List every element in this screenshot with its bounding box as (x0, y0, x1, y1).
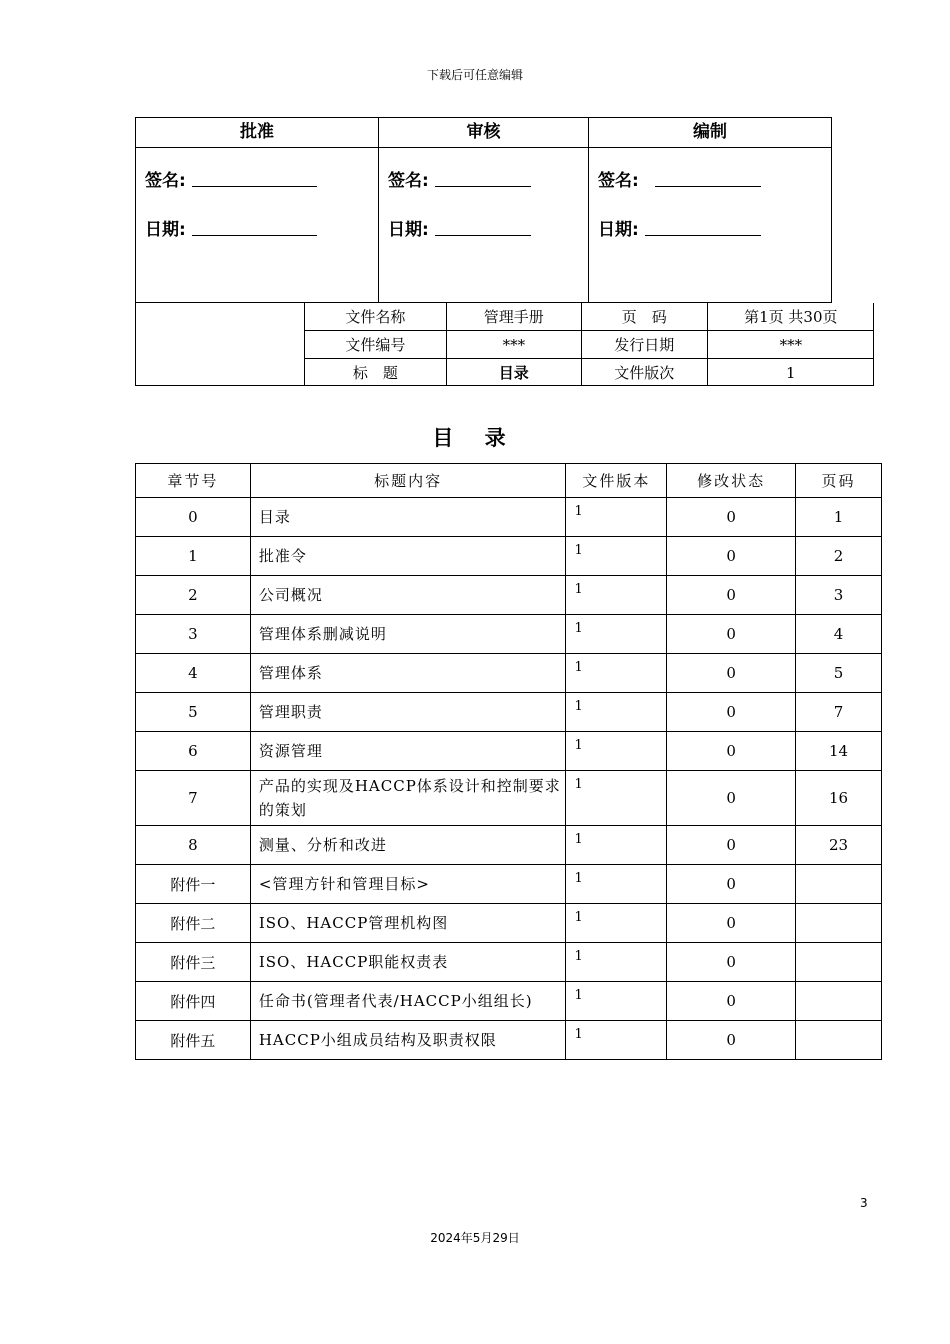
toc-cell-chapter: 附件四 (136, 982, 251, 1021)
toc-cell-version: 1 (566, 732, 667, 771)
toc-cell-version: 1 (566, 498, 667, 537)
review-sign-label: 签名: (388, 171, 429, 191)
toc-cell-title: 管理职责 (250, 693, 566, 732)
compile-header: 编制 (693, 122, 727, 142)
toc-cell-chapter: 附件五 (136, 1021, 251, 1060)
toc-cell-title: 管理体系删减说明 (250, 615, 566, 654)
toc-row (136, 693, 882, 732)
toc-cell-page (796, 865, 882, 904)
toc-row (136, 771, 882, 826)
toc-header-title: 标题内容 (250, 464, 566, 498)
toc-row (136, 1021, 882, 1060)
toc-cell-chapter: 6 (136, 732, 251, 771)
toc-cell-chapter: 附件三 (136, 943, 251, 982)
review-date-line[interactable] (435, 235, 531, 236)
toc-cell-status: 0 (667, 1021, 796, 1060)
toc-cell-version: 1 (566, 654, 667, 693)
toc-cell-version: 1 (566, 771, 667, 826)
info-label-title: 标 题 (305, 359, 447, 387)
toc-cell-chapter: 8 (136, 826, 251, 865)
toc-cell-version: 1 (566, 1021, 667, 1060)
toc-row (136, 904, 882, 943)
toc-row (136, 615, 882, 654)
signature-header-divider (136, 147, 831, 148)
toc-header-chapter: 章节号 (136, 464, 251, 498)
review-header: 审核 (466, 122, 501, 142)
toc-cell-version: 1 (566, 904, 667, 943)
approve-sign-line[interactable] (192, 186, 317, 187)
toc-cell-page (796, 904, 882, 943)
info-label-file-name: 文件名称 (305, 303, 447, 331)
toc-cell-status: 0 (667, 904, 796, 943)
toc-cell-page: 4 (796, 615, 882, 654)
toc-header-row (136, 464, 882, 498)
toc-cell-title: <管理方针和管理目标> (250, 865, 566, 904)
toc-cell-version: 1 (566, 865, 667, 904)
toc-row (136, 732, 882, 771)
toc-cell-version: 1 (566, 537, 667, 576)
toc-cell-title: 管理体系 (250, 654, 566, 693)
toc-cell-page: 7 (796, 693, 882, 732)
toc-cell-chapter: 2 (136, 576, 251, 615)
toc-cell-chapter: 0 (136, 498, 251, 537)
toc-cell-page: 16 (796, 771, 882, 826)
toc-cell-chapter: 附件二 (136, 904, 251, 943)
header-note: 下载后可任意编辑 (426, 68, 523, 82)
toc-cell-page (796, 943, 882, 982)
document-info-table (304, 303, 874, 386)
toc-cell-status: 0 (667, 576, 796, 615)
toc-cell-title: ISO、HACCP管理机构图 (250, 904, 566, 943)
toc-cell-page (796, 982, 882, 1021)
info-value-file-number: *** (446, 331, 581, 359)
page-number: 3 (860, 1196, 868, 1210)
info-label-page: 页 码 (581, 303, 707, 331)
toc-row (136, 943, 882, 982)
info-value-page: 第1页 共30页 (707, 303, 874, 331)
review-date-label: 日期: (388, 220, 429, 240)
toc-title: 目 录 (432, 426, 518, 450)
toc-cell-version: 1 (566, 982, 667, 1021)
toc-cell-version: 1 (566, 826, 667, 865)
toc-cell-title: 产品的实现及HACCP体系设计和控制要求的策划 (250, 771, 566, 826)
info-value-title: 目录 (446, 359, 581, 387)
approve-date-label: 日期: (145, 220, 186, 240)
info-row (305, 331, 875, 359)
approve-date-line[interactable] (192, 235, 317, 236)
toc-cell-version: 1 (566, 943, 667, 982)
toc-cell-status: 0 (667, 654, 796, 693)
toc-cell-status: 0 (667, 826, 796, 865)
approve-sign-label: 签名: (145, 171, 186, 191)
toc-table (135, 463, 882, 1060)
info-value-file-name: 管理手册 (446, 303, 581, 331)
toc-cell-page: 23 (796, 826, 882, 865)
toc-cell-chapter: 附件一 (136, 865, 251, 904)
toc-cell-title: 任命书(管理者代表/HACCP小组组长) (250, 982, 566, 1021)
toc-row (136, 576, 882, 615)
footer-date: 2024年5月29日 (430, 1231, 520, 1245)
toc-cell-title: HACCP小组成员结构及职责权限 (250, 1021, 566, 1060)
toc-cell-status: 0 (667, 615, 796, 654)
toc-cell-status: 0 (667, 537, 796, 576)
toc-cell-status: 0 (667, 693, 796, 732)
toc-cell-status: 0 (667, 498, 796, 537)
toc-cell-version: 1 (566, 576, 667, 615)
toc-row (136, 826, 882, 865)
toc-row (136, 982, 882, 1021)
info-label-file-number: 文件编号 (305, 331, 447, 359)
toc-cell-title: 资源管理 (250, 732, 566, 771)
toc-cell-title: ISO、HACCP职能权责表 (250, 943, 566, 982)
info-row (305, 359, 875, 387)
info-label-version: 文件版次 (581, 359, 707, 387)
toc-cell-version: 1 (566, 615, 667, 654)
compile-sign-label: 签名: (598, 171, 639, 191)
toc-cell-title: 目录 (250, 498, 566, 537)
toc-cell-title: 批准令 (250, 537, 566, 576)
info-row (305, 303, 875, 331)
compile-date-label: 日期: (598, 220, 639, 240)
toc-cell-status: 0 (667, 982, 796, 1021)
toc-cell-version: 1 (566, 693, 667, 732)
compile-date-line[interactable] (645, 235, 761, 236)
toc-header-page: 页码 (796, 464, 882, 498)
toc-cell-page (796, 1021, 882, 1060)
info-label-issue-date: 发行日期 (581, 331, 707, 359)
toc-cell-page: 14 (796, 732, 882, 771)
info-value-version: 1 (707, 359, 874, 387)
toc-cell-chapter: 7 (136, 771, 251, 826)
toc-cell-status: 0 (667, 943, 796, 982)
toc-cell-page: 5 (796, 654, 882, 693)
toc-cell-chapter: 1 (136, 537, 251, 576)
toc-cell-page: 2 (796, 537, 882, 576)
document-info-box (135, 303, 874, 386)
toc-cell-status: 0 (667, 732, 796, 771)
toc-row (136, 537, 882, 576)
toc-cell-page: 3 (796, 576, 882, 615)
toc-cell-chapter: 4 (136, 654, 251, 693)
signature-box (135, 117, 832, 303)
toc-row (136, 498, 882, 537)
toc-header-status: 修改状态 (667, 464, 796, 498)
toc-cell-page: 1 (796, 498, 882, 537)
toc-cell-status: 0 (667, 865, 796, 904)
toc-cell-status: 0 (667, 771, 796, 826)
toc-row (136, 654, 882, 693)
review-sign-line[interactable] (435, 186, 531, 187)
info-value-issue-date: *** (707, 331, 874, 359)
toc-row (136, 865, 882, 904)
toc-cell-chapter: 3 (136, 615, 251, 654)
toc-cell-title: 测量、分析和改进 (250, 826, 566, 865)
approve-header: 批准 (240, 122, 274, 142)
toc-cell-chapter: 5 (136, 693, 251, 732)
compile-sign-line[interactable] (655, 186, 761, 187)
toc-cell-title: 公司概况 (250, 576, 566, 615)
toc-header-version: 文件版本 (566, 464, 667, 498)
